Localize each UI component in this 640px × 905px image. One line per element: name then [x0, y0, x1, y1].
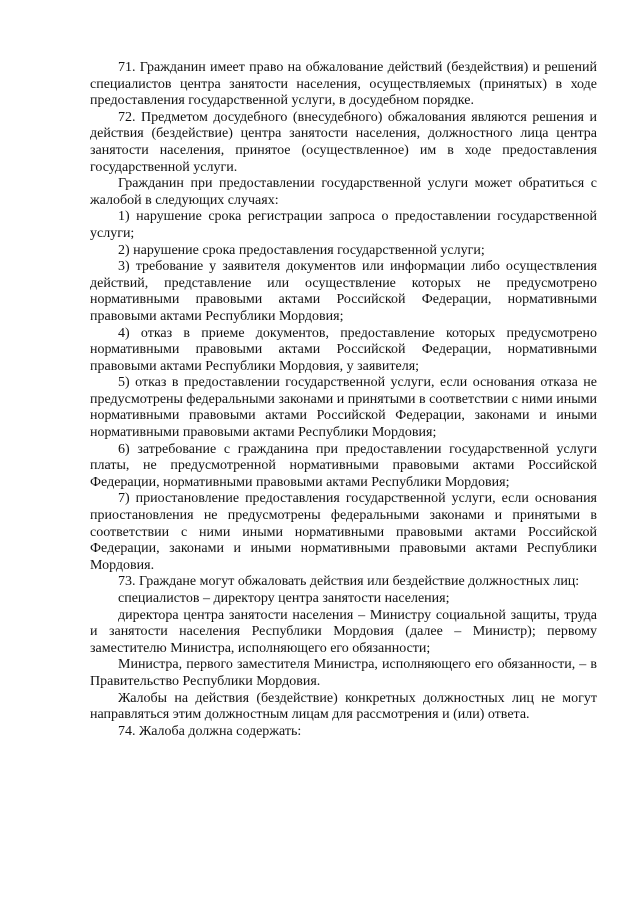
paragraph-71: 71. Гражданин имеет право на обжалование действий (бездействия) и решений специалистов центра занятости населения, осуществляемых (принятых) в ходе предоставления государственной услуги, в досудебном порядке.	[90, 60, 597, 109]
paragraph-complaint-intro: Гражданин при предоставлении государственной услуги может обратиться с жалобой в следующих случаях:	[90, 176, 597, 208]
list-item-5: 5) отказ в предоставлении государственной услуги, если основания отказа не предусмотрены федеральными законами и принятыми в соответствии с ними иными нормативными правовыми актами Российской Федерации, законами и иными нормативными правовыми актами Республики Мордовия;	[90, 375, 598, 441]
appeal-minister: Министра, первого заместителя Министра, исполняющего его обязанности, – в Правительство Республики Мордовия.	[90, 657, 597, 689]
paragraph-74: 74. Жалоба должна содержать:	[118, 723, 302, 739]
list-item-4: 4) отказ в приеме документов, предоставление которых предусмотрено нормативными правовыми актами Российской Федерации, нормативными правовыми актами Республики Мордовия, у заявителя;	[90, 325, 597, 374]
list-item-7: 7) приостановление предоставления государственной услуги, если основания приостановления не предусмотрены федеральными законами и принятыми в соответствии с ними иными нормативными правовыми актами Российской Федерации, законами и иными нормативными правовыми актами Республики Мордовия.	[90, 491, 597, 573]
appeal-director: директора центра занятости населения – Министру социальной защиты, труда и занятости населения Республики Мордовия (далее – Министр); первому заместителю Министра, исполняющего его обязанности;	[90, 607, 597, 656]
list-item-6: 6) затребование с гражданина при предоставлении государственной услуги платы, не предусмотренной нормативными правовыми актами Российской Федерации, нормативными правовыми актами Республики Мордовия;	[90, 441, 597, 490]
document-page	[90, 60, 597, 740]
list-item-1: 1) нарушение срока регистрации запроса о предоставлении государственной услуги;	[90, 209, 597, 241]
appeal-specialists: специалистов – директору центра занятости населения;	[118, 591, 450, 606]
list-item-2: 2) нарушение срока предоставления государственной услуги;	[118, 242, 485, 258]
paragraph-72: 72. Предметом досудебного (внесудебного) обжалования являются решения и действия (бездействие) центра занятости населения, должностного лица центра занятости населения, принятое (осуществленное) им в ходе предоставления государственной услуги.	[90, 109, 597, 175]
list-item-3: 3) требование у заявителя документов или информации либо осуществления действий, представление или осуществление которых не предусмотрено нормативными правовыми актами Российской Федерации, нормативными правовыми актами Республики Мордовия;	[90, 259, 597, 324]
paragraph-complaints-restriction: Жалобы на действия (бездействие) конкретных должностных лиц не могут направляться этим должностным лицам для рассмотрения и (или) ответа.	[90, 690, 597, 723]
paragraph-73: 73. Граждане могут обжаловать действия или бездействие должностных лиц:	[118, 574, 580, 590]
